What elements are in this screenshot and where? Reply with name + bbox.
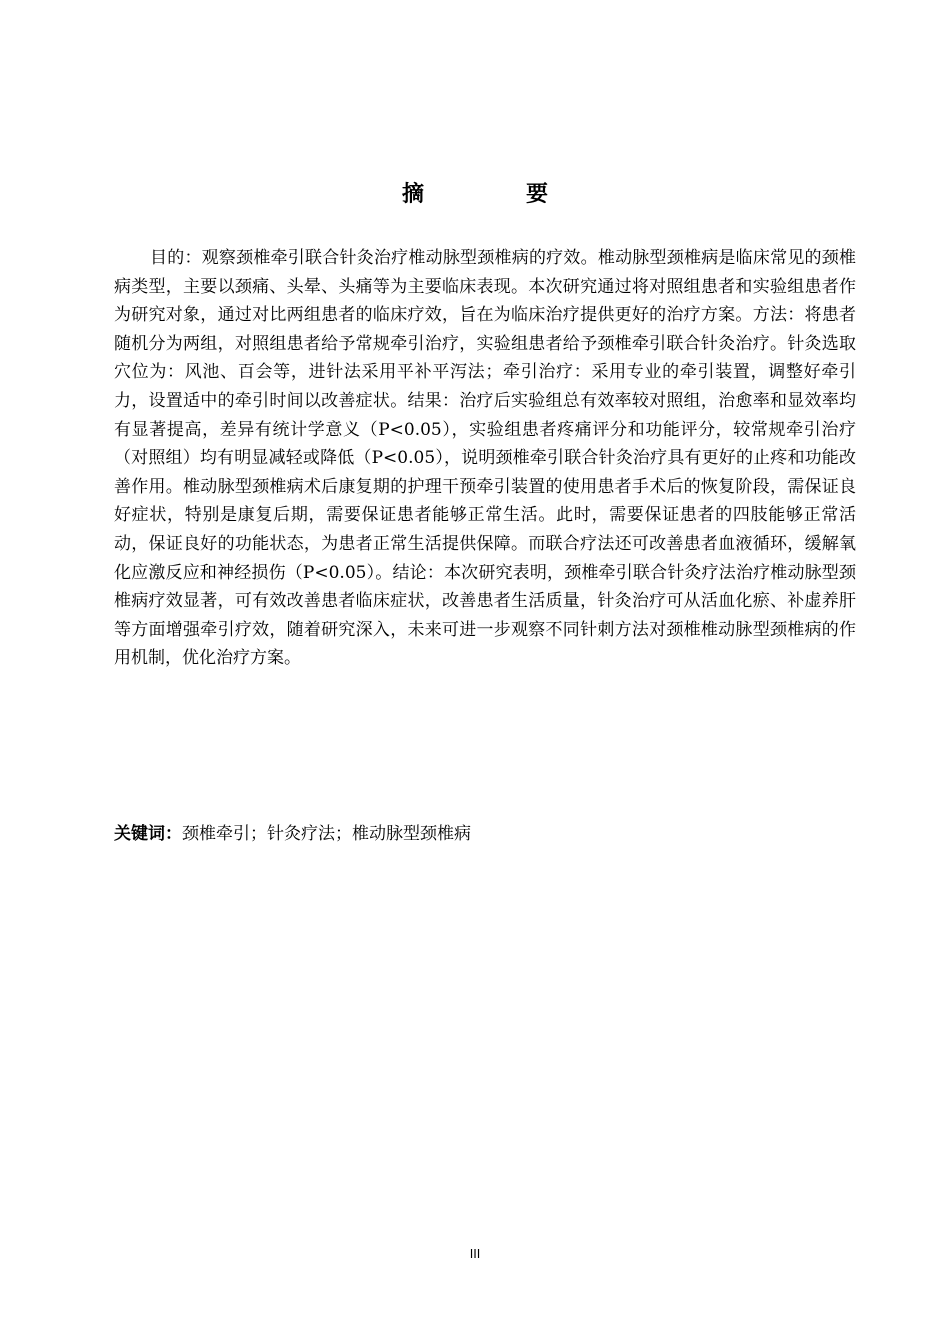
keywords-line xyxy=(114,820,856,848)
abstract-paragraph: 目的：观察颈椎牵引联合针灸治疗椎动脉型颈椎病的疗效。椎动脉型颈椎病是临床常见的颈椎病类型，主要以颈痛、头晕、头痛等为主要临床表现。本次研究通过将对照组患者和实验组患者作为研究对象，通过对比两组患者的临床疗效，旨在为临床治疗提供更好的治疗方案。方法：将患者随机分为两组，对照组患者给予常规牵引治疗，实验组患者给予颈椎牵引联合针灸治疗。针灸选取穴位为：风池、百会等，进针法采用平补平泻法；牵引治疗：采用专业的牵引装置，调整好牵引力，设置适中的牵引时间以改善症状。结果：治疗后实验组总有效率较对照组，治愈率和显效率均有显著提高，差异有统计学意义（P<0.05），实验组患者疼痛评分和功能评分，较常规牵引治疗（对照组）均有明显减轻或降低（P<0.05），说明颈椎牵引联合针灸治疗具有更好的止疼和功能改善作用。椎动脉型颈椎病术后康复期的护理干预牵引装置的使用患者手术后的恢复阶段，需保证良好症状，特别是康复后期，需要保证患者能够正常生活。此时，需要保证患者的四肢能够正常活动，保证良好的功能状态，为患者正常生活提供保障。而联合疗法还可改善患者血液循环，缓解氧化应激反应和神经损伤（P<0.05）。结论：本次研究表明，颈椎牵引联合针灸疗法治疗椎动脉型颈椎病疗效显著，可有效改善患者临床症状，改善患者生活质量，针灸治疗可从活血化瘀、补虚养肝等方面增强牵引疗效，随着研究深入，未来可进一步观察不同针刺方法对颈椎椎动脉型颈椎病的作用机制，优化治疗方案。 xyxy=(114,248,856,669)
page-number: III xyxy=(469,1247,481,1261)
page-title: 摘 要 xyxy=(401,182,588,207)
keywords-value: 颈椎牵引；针灸疗法；椎动脉型颈椎病 xyxy=(182,824,471,844)
keywords-label: 关键词： xyxy=(114,824,182,844)
